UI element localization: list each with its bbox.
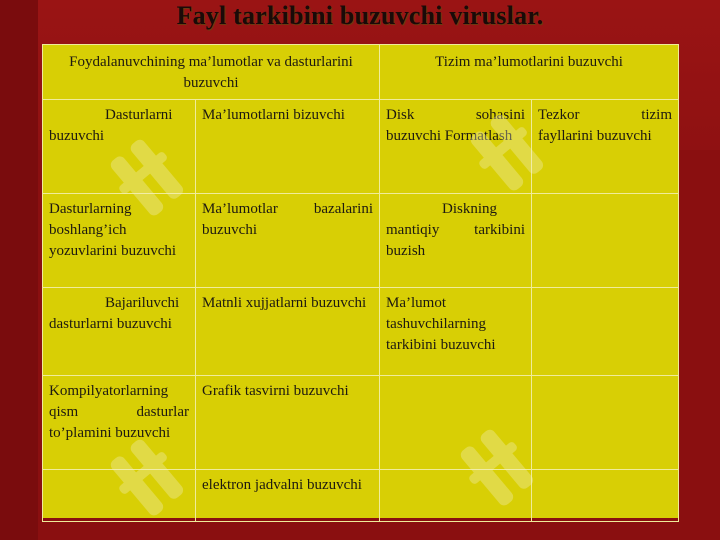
table-cell: [532, 194, 679, 288]
header-system-data: Tizim ma’lumotlarini buzuvchi: [380, 45, 679, 100]
table-row: [43, 470, 679, 522]
table-cell: Dasturlarning boshlang’ich yozuvlarini buzuvchi: [43, 194, 196, 288]
table-cell: [532, 288, 679, 376]
table-cell: [380, 376, 532, 470]
table-header-row: [43, 45, 679, 100]
table-cell: Dasturlarni buzuvchi: [43, 100, 196, 194]
table-row: [43, 288, 679, 376]
table-row: [43, 376, 679, 470]
table-cell: Ma’lumotlarni bizuvchi: [196, 100, 380, 194]
table-cell: Bajariluvchi dasturlarni buzuvchi: [43, 288, 196, 376]
table-cell: Tezkor tizim fayllarini buzuvchi: [532, 100, 679, 194]
table-cell: Kompilyatorlarning qism dasturlar to’plamini buzuvchi: [43, 376, 196, 470]
virus-table-container: [42, 44, 678, 518]
table-cell: Disk sohasini buzuvchi Formatlash: [380, 100, 532, 194]
table-row: [43, 100, 679, 194]
table-cell: Ma’lumotlar bazalarini buzuvchi: [196, 194, 380, 288]
table-row: [43, 194, 679, 288]
virus-classification-table: [42, 44, 679, 522]
table-cell: Grafik tasvirni buzuvchi: [196, 376, 380, 470]
table-cell: [380, 470, 532, 522]
table-cell: [532, 470, 679, 522]
table-cell: elektron jadvalni buzuvchi: [196, 470, 380, 522]
left-band: [0, 0, 38, 540]
table-cell: Matnli xujjatlarni buzuvchi: [196, 288, 380, 376]
header-user-data: Foydalanuvchining ma’lumotlar va dasturlarini buzuvchi: [43, 45, 380, 100]
table-cell: Diskning mantiqiy tarkibini buzish: [380, 194, 532, 288]
table-cell: [43, 470, 196, 522]
table-cell: Ma’lumot tashuvchilarning tarkibini buzuvchi: [380, 288, 532, 376]
slide-title: Fayl tarkibini buzuvchi viruslar.: [176, 1, 544, 30]
table-cell: [532, 376, 679, 470]
